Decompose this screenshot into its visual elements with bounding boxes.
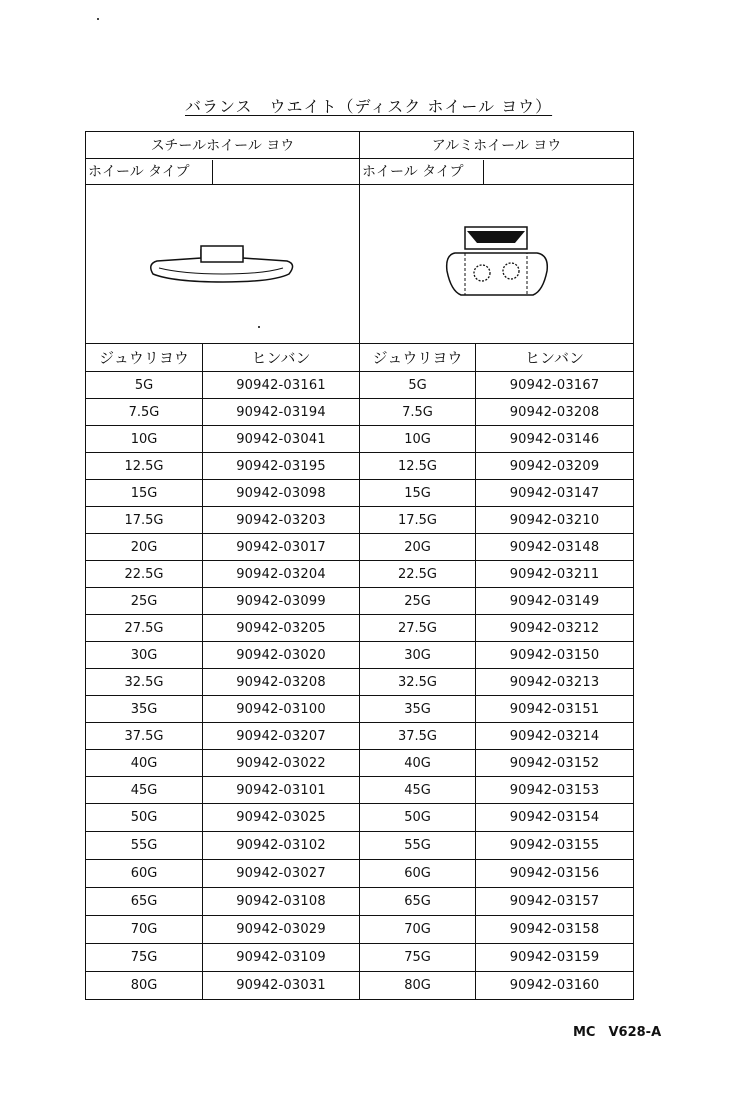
steel-part-number-cell: 90942-03099	[203, 588, 360, 615]
alu-part-number-cell: 90942-03209	[476, 453, 634, 480]
alu-section-label: アルミホイール ヨウ	[360, 132, 634, 159]
table-row	[86, 669, 634, 696]
steel-part-number-cell: 90942-03207	[203, 723, 360, 750]
table-row	[86, 507, 634, 534]
steel-part-number-cell: 90942-03025	[203, 804, 360, 832]
alu-part-number-cell: 90942-03150	[476, 642, 634, 669]
table-row	[86, 832, 634, 860]
alu-weight-cell: 32.5G	[360, 669, 476, 696]
steel-part-number-cell: 90942-03204	[203, 561, 360, 588]
steel-weight-cell: 10G	[86, 426, 203, 453]
page-title: バランス ウエイト（ディスク ホイール ヨウ）	[185, 97, 553, 116]
steel-weight-cell: 50G	[86, 804, 203, 832]
steel-part-number-cell: 90942-03205	[203, 615, 360, 642]
steel-part-number-cell: 90942-03031	[203, 972, 360, 1000]
table-row	[86, 642, 634, 669]
steel-weight-cell: 80G	[86, 972, 203, 1000]
table-row	[86, 777, 634, 804]
table-row	[86, 944, 634, 972]
steel-part-number-cell: 90942-03102	[203, 832, 360, 860]
steel-weight-cell: 55G	[86, 832, 203, 860]
alu-weight-cell: 45G	[360, 777, 476, 804]
steel-part-number-cell: 90942-03195	[203, 453, 360, 480]
alu-part-number-cell: 90942-03152	[476, 750, 634, 777]
steel-weight-cell: 45G	[86, 777, 203, 804]
table-row	[86, 534, 634, 561]
steel-weight-cell: 70G	[86, 916, 203, 944]
alu-part-number-cell: 90942-03151	[476, 696, 634, 723]
alu-part-number-cell: 90942-03167	[476, 372, 634, 399]
alu-weight-cell: 17.5G	[360, 507, 476, 534]
alu-weight-cell: 35G	[360, 696, 476, 723]
alu-part-number-cell: 90942-03156	[476, 860, 634, 888]
alu-weight-cell: 30G	[360, 642, 476, 669]
alu-weight-cell: 27.5G	[360, 615, 476, 642]
steel-weight-cell: 32.5G	[86, 669, 203, 696]
table-row	[86, 588, 634, 615]
table-row	[86, 804, 634, 832]
steel-weight-cell: 37.5G	[86, 723, 203, 750]
alu-weight-cell: 15G	[360, 480, 476, 507]
alu-part-number-cell: 90942-03160	[476, 972, 634, 1000]
steel-weight-cell: 60G	[86, 860, 203, 888]
table-row	[86, 453, 634, 480]
alu-part-number-cell: 90942-03147	[476, 480, 634, 507]
steel-weight-cell: 17.5G	[86, 507, 203, 534]
alu-weight-cell: 12.5G	[360, 453, 476, 480]
steel-part-number-cell: 90942-03100	[203, 696, 360, 723]
alu-part-header: ヒンバン	[476, 344, 634, 372]
steel-part-number-cell: 90942-03027	[203, 860, 360, 888]
alu-part-number-cell: 90942-03211	[476, 561, 634, 588]
alu-part-number-cell: 90942-03155	[476, 832, 634, 860]
illustration-row	[86, 185, 634, 344]
steel-weight-cell: 12.5G	[86, 453, 203, 480]
alu-part-number-cell: 90942-03148	[476, 534, 634, 561]
steel-weight-cell: 7.5G	[86, 399, 203, 426]
alu-weight-cell: 75G	[360, 944, 476, 972]
steel-part-number-cell: 90942-03208	[203, 669, 360, 696]
alu-weight-cell: 55G	[360, 832, 476, 860]
scan-speck	[258, 326, 260, 328]
steel-part-number-cell: 90942-03108	[203, 888, 360, 916]
steel-weight-cell: 35G	[86, 696, 203, 723]
alu-weight-cell: 80G	[360, 972, 476, 1000]
table-row	[86, 480, 634, 507]
alu-weight-cell: 10G	[360, 426, 476, 453]
steel-part-number-cell: 90942-03109	[203, 944, 360, 972]
alu-weight-cell: 50G	[360, 804, 476, 832]
steel-part-number-cell: 90942-03194	[203, 399, 360, 426]
alu-part-number-cell: 90942-03210	[476, 507, 634, 534]
steel-part-number-cell: 90942-03041	[203, 426, 360, 453]
steel-weight-cell: 65G	[86, 888, 203, 916]
table-row	[86, 696, 634, 723]
steel-weight-cell: 5G	[86, 372, 203, 399]
table-row	[86, 972, 634, 1000]
alu-weight-cell: 25G	[360, 588, 476, 615]
steel-part-header: ヒンバン	[203, 344, 360, 372]
table-row	[86, 372, 634, 399]
table-row	[86, 916, 634, 944]
alu-weight-cell: 7.5G	[360, 399, 476, 426]
steel-wheel-weight-icon	[86, 185, 360, 344]
column-header-row	[86, 344, 634, 372]
steel-weight-header: ジュウリヨウ	[86, 344, 203, 372]
steel-weight-cell: 27.5G	[86, 615, 203, 642]
alu-weight-cell: 5G	[360, 372, 476, 399]
alu-part-number-cell: 90942-03208	[476, 399, 634, 426]
steel-weight-cell: 22.5G	[86, 561, 203, 588]
steel-wheel-type-label: ホイール タイプ	[86, 160, 213, 184]
table-row	[86, 426, 634, 453]
table-row	[86, 888, 634, 916]
alu-part-number-cell: 90942-03158	[476, 916, 634, 944]
table-row	[86, 615, 634, 642]
steel-part-number-cell: 90942-03161	[203, 372, 360, 399]
alu-part-number-cell: 90942-03213	[476, 669, 634, 696]
alu-weight-cell: 60G	[360, 860, 476, 888]
table-row	[86, 561, 634, 588]
alu-weight-cell: 40G	[360, 750, 476, 777]
steel-part-number-cell: 90942-03022	[203, 750, 360, 777]
steel-weight-cell: 20G	[86, 534, 203, 561]
alu-part-number-cell: 90942-03149	[476, 588, 634, 615]
table-row	[86, 750, 634, 777]
steel-part-number-cell: 90942-03017	[203, 534, 360, 561]
table-row	[86, 399, 634, 426]
alu-weight-cell: 22.5G	[360, 561, 476, 588]
steel-weight-cell: 15G	[86, 480, 203, 507]
section-header-row	[86, 132, 634, 159]
alu-part-number-cell: 90942-03146	[476, 426, 634, 453]
steel-weight-cell: 25G	[86, 588, 203, 615]
alu-part-number-cell: 90942-03212	[476, 615, 634, 642]
steel-weight-cell: 75G	[86, 944, 203, 972]
steel-part-number-cell: 90942-03101	[203, 777, 360, 804]
alloy-wheel-weight-icon	[360, 185, 634, 344]
alu-weight-cell: 37.5G	[360, 723, 476, 750]
table-row	[86, 860, 634, 888]
steel-section-label: スチールホイール ヨウ	[86, 132, 360, 159]
steel-part-number-cell: 90942-03029	[203, 916, 360, 944]
alu-weight-cell: 20G	[360, 534, 476, 561]
steel-weight-cell: 40G	[86, 750, 203, 777]
scan-speck	[97, 18, 99, 20]
alu-part-number-cell: 90942-03154	[476, 804, 634, 832]
alu-weight-cell: 70G	[360, 916, 476, 944]
steel-part-number-cell: 90942-03203	[203, 507, 360, 534]
alu-part-number-cell: 90942-03214	[476, 723, 634, 750]
alu-weight-cell: 65G	[360, 888, 476, 916]
alu-part-number-cell: 90942-03159	[476, 944, 634, 972]
steel-weight-cell: 30G	[86, 642, 203, 669]
table-row	[86, 723, 634, 750]
alu-part-number-cell: 90942-03157	[476, 888, 634, 916]
alu-part-number-cell: 90942-03153	[476, 777, 634, 804]
wheel-type-row	[86, 159, 634, 185]
balance-weight-table	[85, 131, 634, 1000]
alu-wheel-type-label: ホイール タイプ	[360, 160, 484, 184]
alu-weight-header: ジュウリヨウ	[360, 344, 476, 372]
document-reference: MC V628-A	[573, 1025, 662, 1040]
steel-part-number-cell: 90942-03020	[203, 642, 360, 669]
steel-part-number-cell: 90942-03098	[203, 480, 360, 507]
